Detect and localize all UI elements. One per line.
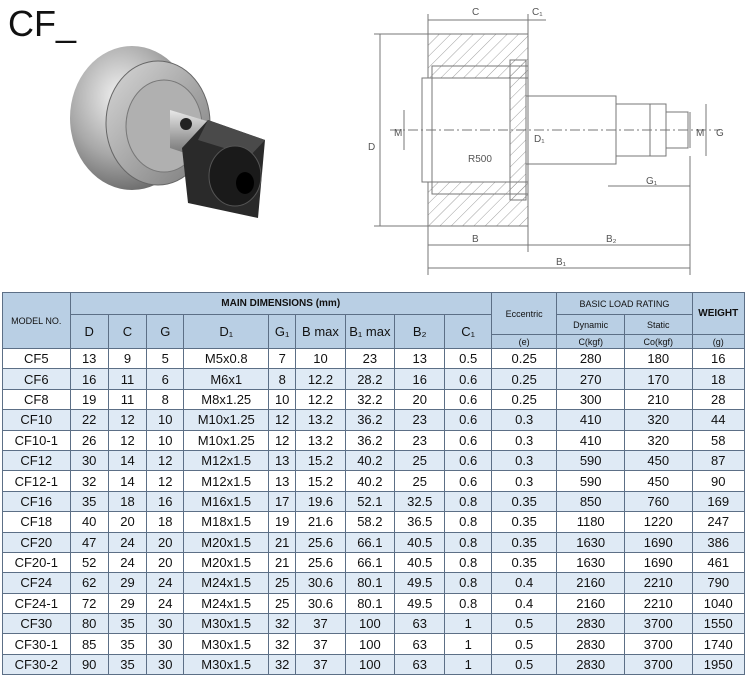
table-cell: 320 [624,430,692,450]
table-cell: 850 [557,491,625,511]
table-row [3,614,745,634]
table-cell: 280 [557,349,625,369]
table-cell: 23 [395,430,445,450]
table-cell: 0.4 [491,593,557,613]
table-cell: M16x1.5 [184,491,269,511]
model-cell: CF18 [3,512,71,532]
table-cell: 36.2 [345,430,394,450]
table-cell: 0.8 [445,491,491,511]
table-cell: 386 [692,532,745,552]
table-cell: 590 [557,471,625,491]
table-cell: 5 [147,349,184,369]
dim-header-bmax: B max [296,315,345,349]
table-row [3,471,745,491]
table-cell: 0.5 [491,634,557,654]
table-cell: 25 [269,593,296,613]
table-cell: 2210 [624,573,692,593]
table-cell: 13 [70,349,108,369]
table-cell: 0.5 [491,614,557,634]
table-cell: 47 [70,532,108,552]
table-cell: 16 [395,369,445,389]
table-cell: 0.8 [445,552,491,572]
table-cell: 1040 [692,593,745,613]
table-cell: 0.8 [445,573,491,593]
table-cell: 32 [269,614,296,634]
table-cell: 16 [147,491,184,511]
table-cell: 24 [108,552,146,572]
model-cell: CF16 [3,491,71,511]
dynamic-unit: C(kgf) [557,335,625,349]
table-cell: M30x1.5 [184,614,269,634]
table-cell: 1550 [692,614,745,634]
model-cell: CF12-1 [3,471,71,491]
eccentric-header: Eccentric [491,293,557,335]
table-cell: 21.6 [296,512,345,532]
table-cell: 2830 [557,634,625,654]
table-cell: 32.2 [345,389,394,409]
table-cell: M12x1.5 [184,471,269,491]
table-cell: 12 [269,410,296,430]
table-cell: 790 [692,573,745,593]
table-row [3,450,745,470]
table-cell: 12.2 [296,389,345,409]
label-m-right: M [696,128,705,139]
table-cell: 16 [70,369,108,389]
table-cell: 0.35 [491,512,557,532]
table-cell: 3700 [624,614,692,634]
dim-header-d1: D₁ [184,315,269,349]
table-cell: 14 [108,471,146,491]
model-cell: CF5 [3,349,71,369]
table-cell: 1690 [624,532,692,552]
table-cell: 23 [395,410,445,430]
table-cell: 23 [345,349,394,369]
table-cell: 0.8 [445,593,491,613]
table-row [3,593,745,613]
table-cell: 0.3 [491,471,557,491]
table-cell: 13.2 [296,430,345,450]
model-header: MODEL NO. [3,293,71,349]
table-cell: 18 [692,369,745,389]
table-cell: 58.2 [345,512,394,532]
table-cell: 18 [108,491,146,511]
eccentric-unit: (e) [491,335,557,349]
table-cell: 3700 [624,634,692,654]
table-cell: 9 [108,349,146,369]
table-cell: 20 [147,552,184,572]
table-cell: 21 [269,532,296,552]
table-cell: 0.35 [491,552,557,572]
table-cell: 30 [147,634,184,654]
table-cell: 0.6 [445,450,491,470]
table-cell: 28.2 [345,369,394,389]
table-cell: 10 [147,430,184,450]
table-cell: 7 [269,349,296,369]
table-cell: 58 [692,430,745,450]
table-row [3,573,745,593]
table-cell: 66.1 [345,552,394,572]
table-cell: 52.1 [345,491,394,511]
table-cell: 12 [147,471,184,491]
table-cell: 11 [108,369,146,389]
dim-header-c: C [108,315,146,349]
dim-header-c1: C₁ [445,315,491,349]
model-cell: CF30 [3,614,71,634]
table-row [3,389,745,409]
table-cell: 10 [269,389,296,409]
model-cell: CF8 [3,389,71,409]
table-row [3,512,745,532]
table-cell: 32 [269,634,296,654]
model-cell: CF12 [3,450,71,470]
table-cell: M10x1.25 [184,410,269,430]
label-b1: B₁ [556,257,567,268]
table-cell: 24 [147,573,184,593]
table-cell: 85 [70,634,108,654]
table-cell: 36.2 [345,410,394,430]
table-cell: 0.6 [445,430,491,450]
table-cell: 37 [296,614,345,634]
label-r500: R500 [468,154,492,165]
table-cell: 29 [108,573,146,593]
table-cell: 169 [692,491,745,511]
table-cell: 32.5 [395,491,445,511]
table-cell: M12x1.5 [184,450,269,470]
table-cell: 0.4 [491,573,557,593]
table-cell: 0.6 [445,410,491,430]
table-cell: 10 [147,410,184,430]
table-cell: 25 [269,573,296,593]
table-cell: 2160 [557,593,625,613]
dim-header-d: D [70,315,108,349]
table-cell: 21 [269,552,296,572]
table-cell: 87 [692,450,745,470]
table-cell: 100 [345,614,394,634]
table-cell: M5x0.8 [184,349,269,369]
table-cell: 19 [269,512,296,532]
weight-unit: (g) [692,335,745,349]
table-cell: 25 [395,450,445,470]
table-cell: 6 [147,369,184,389]
table-cell: 15.2 [296,450,345,470]
table-cell: 19 [70,389,108,409]
table-cell: 35 [108,614,146,634]
page-title: CF_ [8,3,77,44]
table-cell: 36.5 [395,512,445,532]
table-cell: 52 [70,552,108,572]
table-row [3,349,745,369]
static-header: Static [624,315,692,335]
table-cell: 0.6 [445,389,491,409]
table-cell: 28 [692,389,745,409]
table-cell: 12.2 [296,369,345,389]
table-cell: 80.1 [345,573,394,593]
table-cell: 0.6 [445,471,491,491]
label-m-left: M [394,128,403,139]
table-cell: 40.2 [345,450,394,470]
technical-drawing [360,0,750,285]
table-cell: 35 [70,491,108,511]
dim-header-b1max: B₁ max [345,315,394,349]
label-g1: G₁ [646,176,658,187]
load-rating-header: BASIC LOAD RATING [557,293,692,315]
label-c1: C₁ [532,7,543,18]
table-cell: 0.3 [491,450,557,470]
table-cell: M18x1.5 [184,512,269,532]
table-cell: 1 [445,634,491,654]
table-cell: 2830 [557,654,625,674]
table-cell: 11 [108,389,146,409]
model-cell: CF10 [3,410,71,430]
model-cell: CF24 [3,573,71,593]
table-cell: 18 [147,512,184,532]
table-cell: 66.1 [345,532,394,552]
table-cell: M20x1.5 [184,532,269,552]
table-cell: 100 [345,654,394,674]
table-cell: 80.1 [345,593,394,613]
table-cell: 40.5 [395,552,445,572]
table-cell: 2210 [624,593,692,613]
table-cell: 1 [445,614,491,634]
product-photo [60,28,290,238]
table-cell: 25.6 [296,552,345,572]
table-row [3,491,745,511]
table-cell: 29 [108,593,146,613]
table-row [3,532,745,552]
table-cell: 170 [624,369,692,389]
table-cell: 10 [296,349,345,369]
table-cell: 25 [395,471,445,491]
table-cell: 13 [269,450,296,470]
table-cell: 16 [692,349,745,369]
dim-header-b2: B₂ [395,315,445,349]
table-cell: 20 [147,532,184,552]
table-cell: 12 [108,430,146,450]
table-cell: 40.2 [345,471,394,491]
table-cell: 410 [557,430,625,450]
table-cell: 14 [108,450,146,470]
table-cell: 30 [70,450,108,470]
table-cell: 20 [108,512,146,532]
table-row [3,654,745,674]
table-cell: 1 [445,654,491,674]
table-cell: 90 [692,471,745,491]
table-cell: 461 [692,552,745,572]
table-cell: 32 [70,471,108,491]
label-b2: B₂ [606,234,617,245]
table-cell: 0.3 [491,430,557,450]
table-cell: 320 [624,410,692,430]
table-cell: 37 [296,654,345,674]
label-d: D [368,142,376,153]
model-cell: CF20-1 [3,552,71,572]
table-cell: 0.25 [491,389,557,409]
table-cell: 1740 [692,634,745,654]
table-cell: 8 [147,389,184,409]
table-cell: 72 [70,593,108,613]
table-cell: 37 [296,634,345,654]
table-cell: 49.5 [395,593,445,613]
table-cell: 13 [395,349,445,369]
model-cell: CF20 [3,532,71,552]
table-cell: 1630 [557,552,625,572]
table-cell: 44 [692,410,745,430]
table-cell: 180 [624,349,692,369]
table-cell: 20 [395,389,445,409]
table-cell: M10x1.25 [184,430,269,450]
table-cell: 0.25 [491,369,557,389]
table-cell: 35 [108,634,146,654]
static-unit: Co(kgf) [624,335,692,349]
table-cell: 2830 [557,614,625,634]
table-cell: 17 [269,491,296,511]
table-cell: 30 [147,614,184,634]
table-cell: 0.35 [491,491,557,511]
table-cell: 3700 [624,654,692,674]
table-cell: 8 [269,369,296,389]
table-cell: 24 [147,593,184,613]
table-row [3,552,745,572]
main-dimensions-header: MAIN DIMENSIONS (mm) [70,293,491,315]
label-d1: D₁ [534,134,545,145]
dim-header-g1: G₁ [269,315,296,349]
table-cell: 1180 [557,512,625,532]
table-cell: 2160 [557,573,625,593]
table-cell: M24x1.5 [184,573,269,593]
table-cell: 450 [624,471,692,491]
table-cell: 0.8 [445,512,491,532]
table-cell: M24x1.5 [184,593,269,613]
table-cell: 210 [624,389,692,409]
table-cell: 40 [70,512,108,532]
table-cell: 1220 [624,512,692,532]
table-cell: 13.2 [296,410,345,430]
table-cell: 62 [70,573,108,593]
table-cell: 63 [395,654,445,674]
table-row [3,410,745,430]
model-cell: CF10-1 [3,430,71,450]
table-cell: 15.2 [296,471,345,491]
table-cell: M30x1.5 [184,634,269,654]
table-cell: 0.35 [491,532,557,552]
table-cell: 35 [108,654,146,674]
table-cell: 0.25 [491,349,557,369]
label-b: B [472,234,479,245]
spec-table [2,292,745,675]
table-cell: 590 [557,450,625,470]
table-cell: 80 [70,614,108,634]
table-cell: 63 [395,614,445,634]
model-cell: CF6 [3,369,71,389]
table-cell: 270 [557,369,625,389]
table-cell: 247 [692,512,745,532]
table-cell: 24 [108,532,146,552]
table-cell: 32 [269,654,296,674]
model-cell: CF30-2 [3,654,71,674]
table-cell: 0.3 [491,410,557,430]
dynamic-header: Dynamic [557,315,625,335]
label-c: C [472,7,480,18]
table-row [3,369,745,389]
table-cell: 760 [624,491,692,511]
table-cell: 0.6 [445,369,491,389]
table-cell: 26 [70,430,108,450]
dim-header-g: G [147,315,184,349]
table-cell: M20x1.5 [184,552,269,572]
table-row [3,430,745,450]
table-cell: 13 [269,471,296,491]
table-cell: 1690 [624,552,692,572]
table-cell: 12 [269,430,296,450]
table-cell: 450 [624,450,692,470]
table-cell: 12 [108,410,146,430]
table-cell: 0.5 [491,654,557,674]
table-cell: 49.5 [395,573,445,593]
table-cell: 0.5 [445,349,491,369]
table-cell: 0.8 [445,532,491,552]
table-cell: 100 [345,634,394,654]
table-cell: 1630 [557,532,625,552]
table-cell: 300 [557,389,625,409]
table-cell: 40.5 [395,532,445,552]
table-cell: 410 [557,410,625,430]
table-cell: 22 [70,410,108,430]
table-cell: 1950 [692,654,745,674]
model-cell: CF24-1 [3,593,71,613]
table-cell: M30x1.5 [184,654,269,674]
table-cell: 30.6 [296,573,345,593]
table-cell: 25.6 [296,532,345,552]
table-cell: 30 [147,654,184,674]
table-cell: 30.6 [296,593,345,613]
table-cell: M6x1 [184,369,269,389]
table-cell: 63 [395,634,445,654]
table-cell: 12 [147,450,184,470]
table-cell: 90 [70,654,108,674]
table-cell: 19.6 [296,491,345,511]
label-g: G [716,128,724,139]
model-cell: CF30-1 [3,634,71,654]
weight-header: WEIGHT [692,293,745,335]
table-cell: M8x1.25 [184,389,269,409]
table-row [3,634,745,654]
